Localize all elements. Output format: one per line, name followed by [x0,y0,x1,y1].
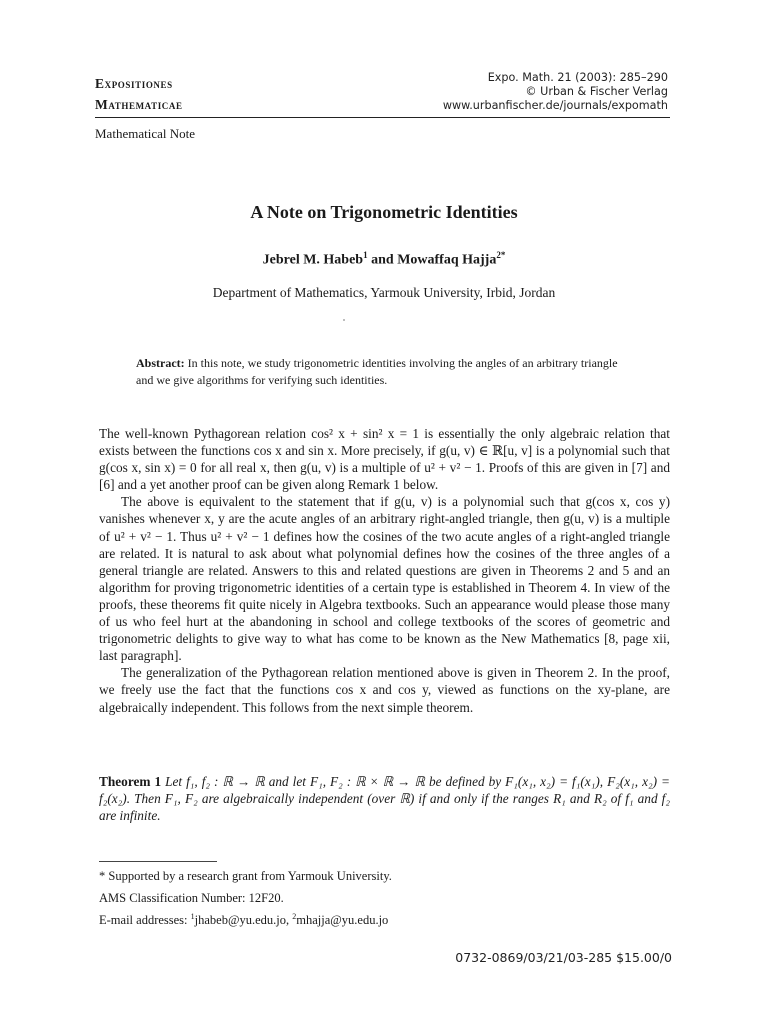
publisher: © Urban & Fischer Verlag [525,85,668,98]
publication-info [443,71,668,113]
issn-price: 0732-0869/03/21/03-285 $15.00/0 [455,950,672,965]
authors [0,250,768,269]
body-text [99,425,670,716]
theorem-statement: Let f₁, f₂ : ℝ → ℝ and let F₁, F₂ : ℝ × ℝ → ℝ be defined by F₁(x₁, x₂) = f₁(x₁), F₂(x₁, x₂) = f₂(x₂). Then F₁, F₂ are algebraically independent (over ℝ) if and only if the ranges R₁ and R₂ of f₁ and f₂ are infinite. [99,774,670,824]
footnote-rule [99,861,217,862]
journal-url[interactable]: www.urbanfischer.de/journals/expomath [442,99,668,112]
footnote-classification: AMS Classification Number: 12F20. [99,891,284,905]
email-label: E-mail addresses: [99,913,191,928]
author-1-mark: 1 [363,250,368,260]
author-1: Jebrel M. Habeb [262,252,364,268]
footnote-emails [99,912,388,928]
theorem-label: Theorem 1 [99,774,162,789]
header-rule [95,117,670,118]
footnote-funding: * Supported by a research grant from Yarmouk University. [99,869,392,883]
paragraph-1: The well-known Pythagorean relation cos² x + sin² x = 1 is essentially the only algebraic relation that exists between the functions cos x and sin x. More precisely, if g(u, v) ∈ ℝ[u, v] is a polynomial such that g(cos x, sin x) = 0 for all real x, then g(u, v) is a multiple of u² + v² − 1. Proofs of this are given in [7] and [6] and a yet another proof can be given along Remark 1 below. [99,426,670,493]
author-2: Mowaffaq Hajja [397,252,497,268]
email-2-mark: 2 [292,912,297,921]
journal-name-line2: Mathematicae [95,97,183,112]
author-2-mark: 2* [496,250,506,260]
theorem-1 [99,773,670,824]
citation: Expo. Math. 21 (2003): 285–290 [487,71,668,84]
email-1-mark: 1 [190,912,195,921]
paragraph-2: The above is equivalent to the statement that if g(u, v) is a polynomial such that g(cos x, cos y) vanishes whenever x, y are the acute angles of an arbitrary right-angled triangle, then g(u, v) is a multiple of u² + v² − 1. Thus u² + v² − 1 defines how the cosines of the two acute angles of a right-angled triangle are related. It is natural to ask about what polynomial defines how the cosines of the three angles of a general triangle are related. Answers to this and related questions are given in Theorems 2 and 5 and an algorithm for proving trigonometric identities of a certain type is established in Theorem 4. In view of the proofs, these theorems fit quite nicely in Algebra textbooks. Such an appearance would please those many of us who feel hurt at the abandoning in school and college textbooks of the scores of geometric and trigonometric delights to give way to what has come to be known as the New Mathematics [8, page xii, last paragraph]. [99,494,670,664]
email-2[interactable]: mhajja@yu.edu.jo [296,913,389,928]
email-1[interactable]: jhabeb@yu.edu.jo, [194,913,293,928]
author-conjunction: and [367,252,398,268]
journal-name-line1: Expositiones [95,76,173,91]
scan-speck [343,319,345,321]
affiliation: Department of Mathematics, Yarmouk University, Irbid, Jordan [212,285,556,300]
abstract [136,355,636,389]
paragraph-3: The generalization of the Pythagorean relation mentioned above is given in Theorem 2. In the proof, we freely use the fact that the functions cos x and cos y, viewed as functions on the xy-plane, are algebraically independent. This follows from the next simple theorem. [99,665,670,715]
journal-name [95,73,183,115]
paper-title: A Note on Trigonometric Identities [250,202,518,222]
abstract-label: Abstract: [136,356,185,370]
note-type: Mathematical Note [95,126,195,141]
abstract-text: In this note, we study trigonometric identities involving the angles of an arbitrary triangle and we give algorithms for verifying such identities. [136,356,618,387]
